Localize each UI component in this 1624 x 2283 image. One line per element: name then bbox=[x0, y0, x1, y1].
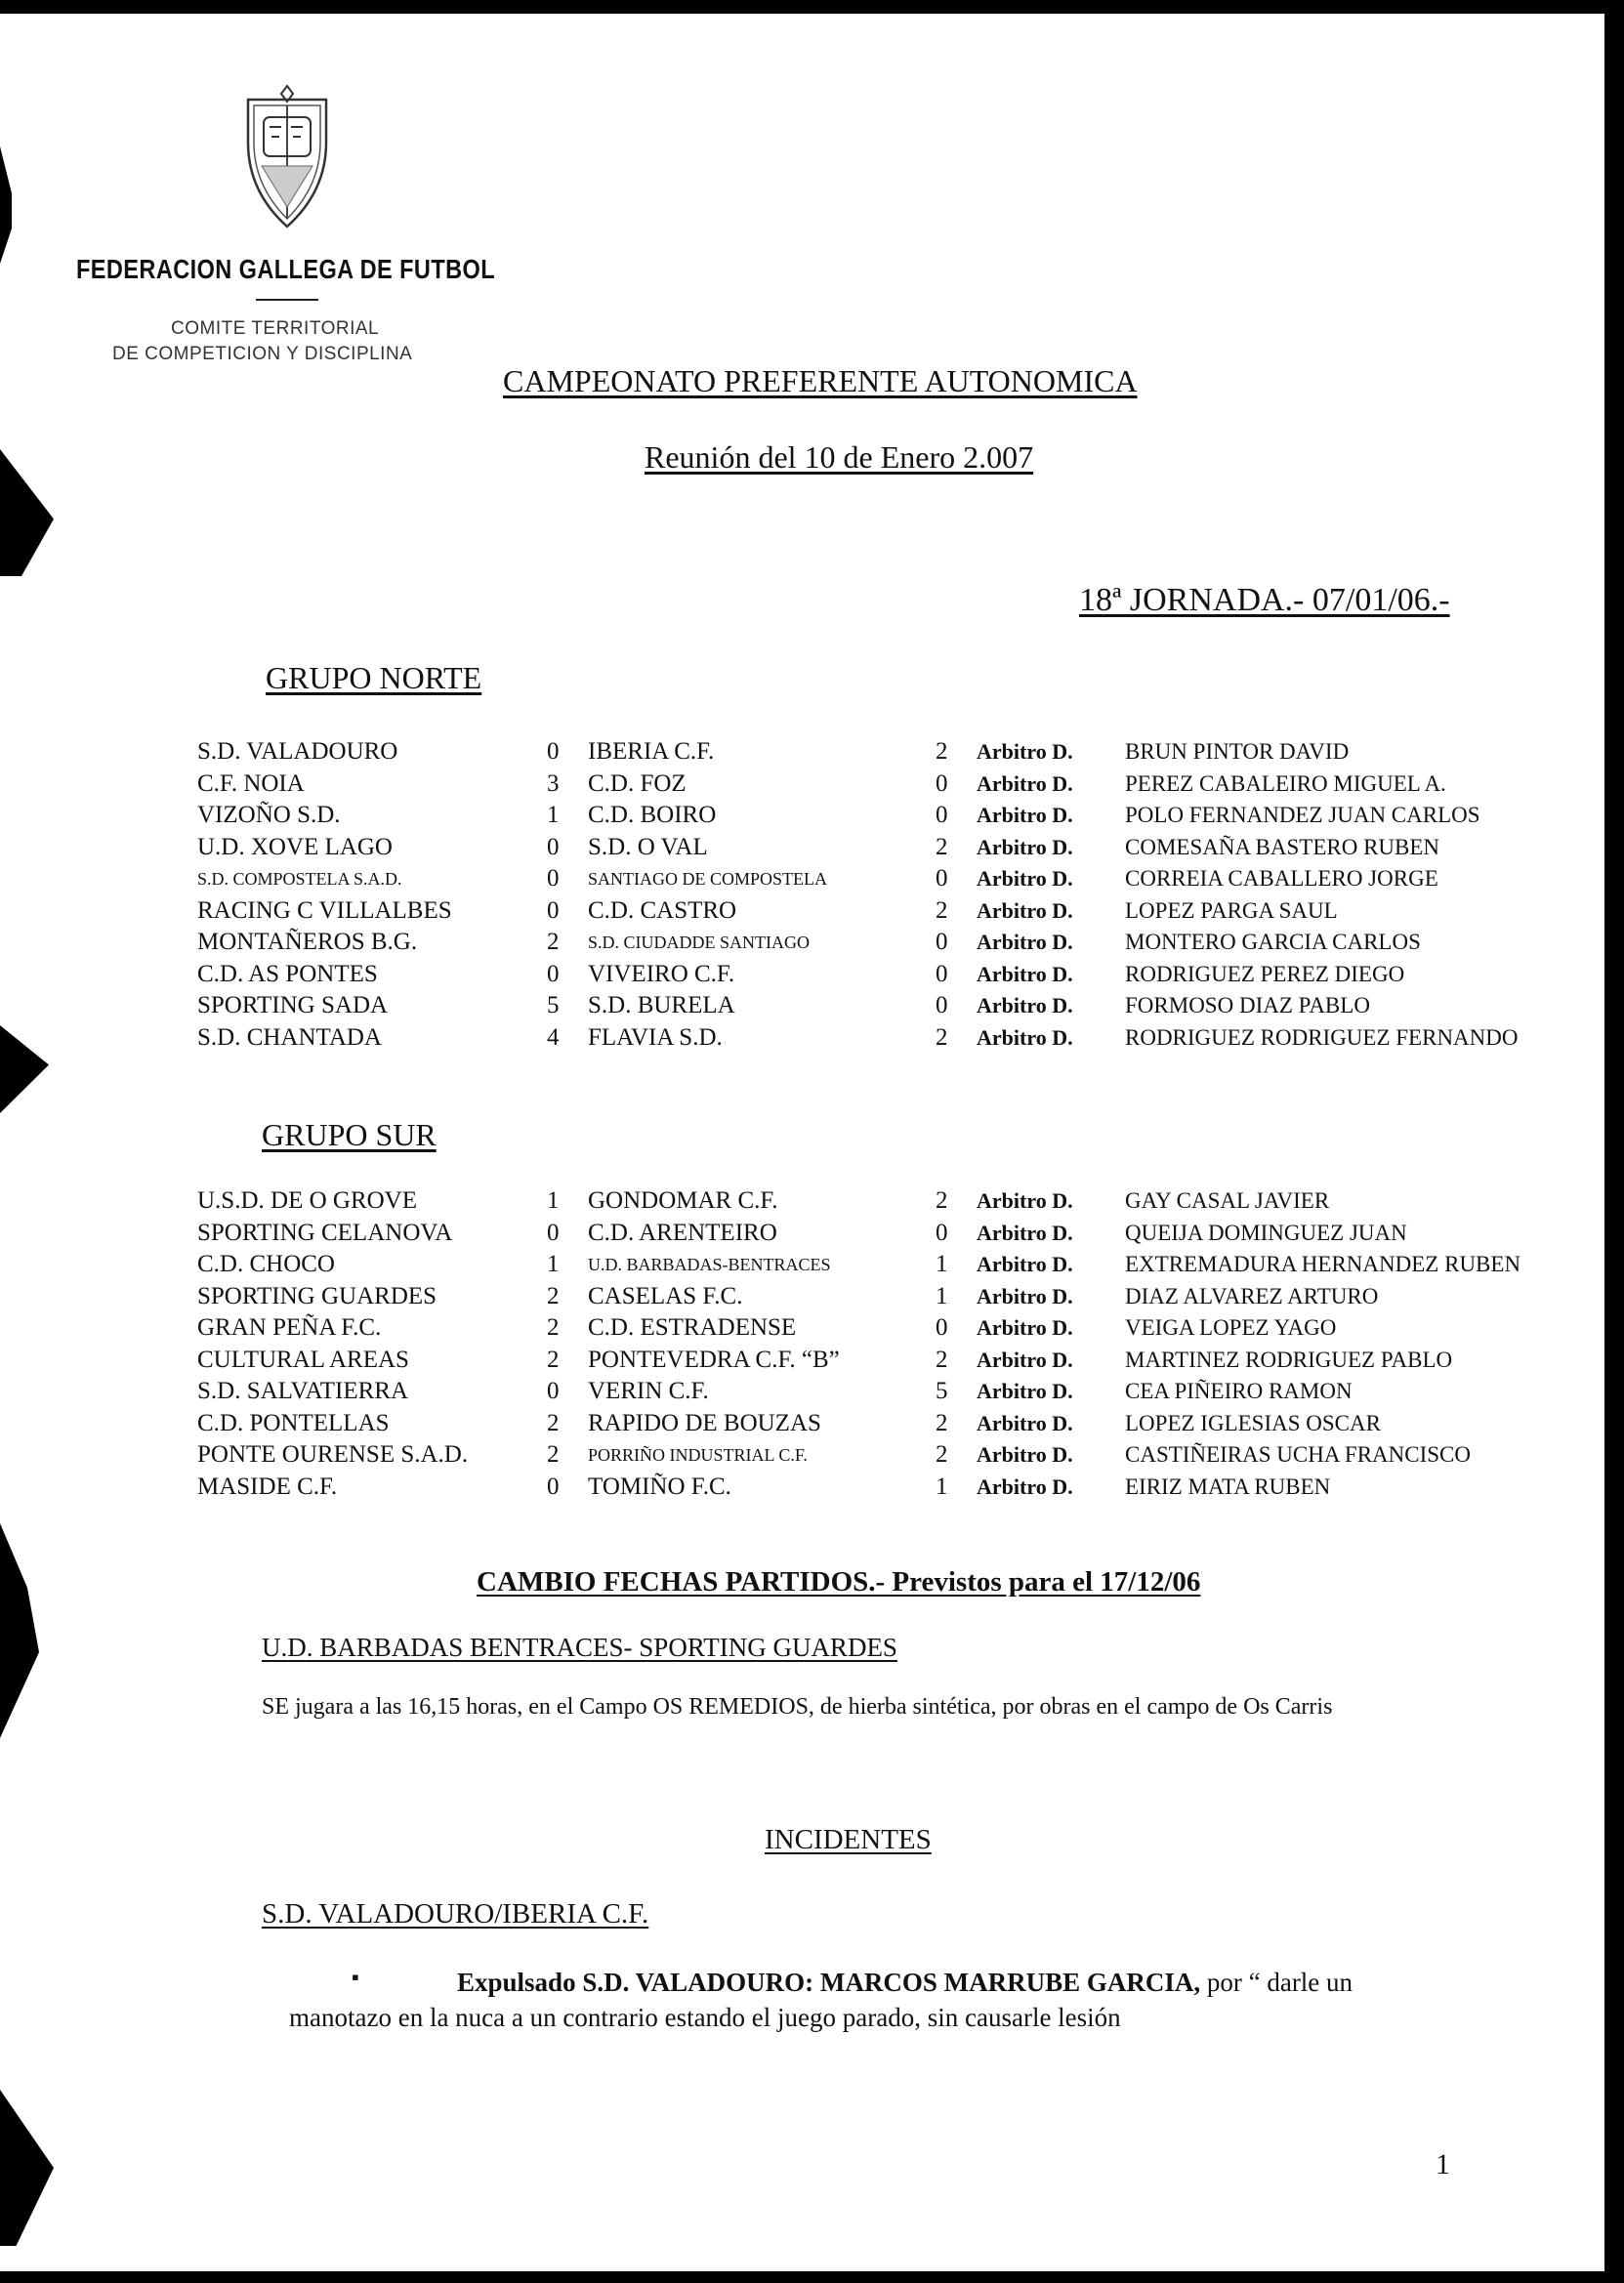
away-team: VERIN C.F. bbox=[588, 1378, 709, 1404]
home-score: 0 bbox=[547, 896, 560, 924]
away-team: S.D. O VAL bbox=[588, 833, 708, 860]
table-row bbox=[0, 959, 1624, 991]
page-number: 1 bbox=[1436, 2148, 1450, 2180]
comite-line-1: COMITE TERRITORIAL bbox=[171, 318, 380, 339]
away-score: 0 bbox=[936, 1219, 948, 1246]
cambio-match: U.D. BARBADAS BENTRACES- SPORTING GUARDES bbox=[262, 1633, 897, 1662]
home-score: 1 bbox=[547, 1251, 560, 1277]
table-row bbox=[0, 1408, 1624, 1440]
home-team: U.D. XOVE LAGO bbox=[197, 833, 393, 860]
divider bbox=[256, 299, 318, 301]
home-score: 0 bbox=[547, 960, 560, 987]
home-team: VIZOÑO S.D. bbox=[197, 802, 341, 828]
incident-text bbox=[289, 1965, 1461, 2035]
cambio-text: SE jugara a las 16,15 horas, en el Campo OS REMEDIOS, de hierba sintética, por obras en el campo de Os Carris bbox=[262, 1694, 1333, 1720]
arbitro-label: Arbitro D. bbox=[977, 1024, 1073, 1050]
away-team: C.D. ARENTEIRO bbox=[588, 1219, 777, 1246]
comite-line-2: DE COMPETICION Y DISCIPLINA bbox=[112, 344, 413, 364]
scan-edge-mark bbox=[0, 146, 12, 264]
referee-name: PEREZ CABALEIRO MIGUEL A. bbox=[1125, 770, 1446, 796]
away-team: IBERIA C.F. bbox=[588, 738, 715, 765]
away-score: 0 bbox=[936, 929, 948, 955]
away-team: C.D. CASTRO bbox=[588, 896, 737, 924]
away-team: S.D. CIUDADDE SANTIAGO bbox=[588, 933, 810, 952]
arbitro-label: Arbitro D. bbox=[977, 1474, 1073, 1499]
federation-name: FEDERACION GALLEGA DE FUTBOL bbox=[76, 254, 496, 284]
meeting-date: Reunión del 10 de Enero 2.007 bbox=[645, 439, 1034, 475]
home-team: SPORTING CELANOVA bbox=[197, 1219, 453, 1246]
home-score: 0 bbox=[547, 1378, 560, 1404]
arbitro-label: Arbitro D. bbox=[977, 1410, 1073, 1435]
away-score: 0 bbox=[936, 865, 948, 892]
away-score: 0 bbox=[936, 769, 948, 797]
referee-name: COMESAÑA BASTERO RUBEN bbox=[1125, 834, 1440, 859]
grupo-norte-heading: GRUPO NORTE bbox=[266, 660, 482, 695]
table-row bbox=[0, 800, 1624, 832]
referee-name: BRUN PINTOR DAVID bbox=[1125, 739, 1350, 764]
home-score: 2 bbox=[547, 1314, 560, 1341]
incident-bold-text: Expulsado S.D. VALADOURO: MARCOS MARRUBE GARCIA, bbox=[457, 1968, 1201, 1997]
home-score: 0 bbox=[547, 833, 560, 860]
scan-border-top bbox=[0, 0, 1624, 14]
arbitro-label: Arbitro D. bbox=[977, 961, 1073, 986]
referee-name: MARTINEZ RODRIGUEZ PABLO bbox=[1125, 1347, 1453, 1372]
table-row bbox=[0, 768, 1624, 801]
referee-name: DIAZ ALVAREZ ARTURO bbox=[1125, 1283, 1379, 1308]
home-score: 1 bbox=[547, 802, 560, 828]
away-score: 1 bbox=[936, 1473, 948, 1500]
home-team: S.D. VALADOURO bbox=[197, 738, 398, 765]
arbitro-label: Arbitro D. bbox=[977, 1442, 1073, 1467]
table-row bbox=[0, 832, 1624, 864]
table-row bbox=[0, 1022, 1624, 1055]
home-score: 0 bbox=[547, 865, 560, 892]
arbitro-label: Arbitro D. bbox=[977, 739, 1073, 764]
arbitro-label: Arbitro D. bbox=[977, 897, 1073, 923]
arbitro-label: Arbitro D. bbox=[977, 1283, 1073, 1308]
arbitro-label: Arbitro D. bbox=[977, 1188, 1073, 1213]
away-team: RAPIDO DE BOUZAS bbox=[588, 1409, 821, 1436]
away-team: CASELAS F.C. bbox=[588, 1282, 743, 1309]
away-team: U.D. BARBADAS-BENTRACES bbox=[588, 1255, 831, 1274]
table-row bbox=[0, 736, 1624, 768]
table-row bbox=[0, 1249, 1624, 1281]
fgf-shield-icon bbox=[242, 84, 332, 228]
away-score: 2 bbox=[936, 1187, 948, 1214]
away-score: 0 bbox=[936, 802, 948, 828]
incidentes-heading: INCIDENTES bbox=[765, 1824, 932, 1855]
arbitro-label: Arbitro D. bbox=[977, 866, 1073, 891]
scan-edge-mark bbox=[0, 449, 54, 576]
away-team: C.D. ESTRADENSE bbox=[588, 1314, 797, 1341]
scan-edge-mark bbox=[0, 2090, 54, 2246]
arbitro-label: Arbitro D. bbox=[977, 803, 1073, 827]
home-score: 2 bbox=[547, 1282, 560, 1309]
referee-name: VEIGA LOPEZ YAGO bbox=[1125, 1315, 1337, 1340]
home-team: U.S.D. DE O GROVE bbox=[197, 1187, 417, 1214]
home-team: S.D. SALVATIERRA bbox=[197, 1378, 409, 1404]
referee-name: RODRIGUEZ PEREZ DIEGO bbox=[1125, 961, 1405, 986]
table-row bbox=[0, 895, 1624, 928]
jornada-heading: 18ª JORNADA.- 07/01/06.- bbox=[1079, 582, 1450, 618]
home-score: 0 bbox=[547, 1219, 560, 1246]
home-team: S.D. CHANTADA bbox=[197, 1023, 382, 1051]
away-team: C.D. BOIRO bbox=[588, 802, 717, 828]
away-score: 0 bbox=[936, 960, 948, 987]
referee-name: FORMOSO DIAZ PABLO bbox=[1125, 993, 1370, 1017]
grupo-sur-results bbox=[0, 1185, 1624, 1503]
away-team: PORRIÑO INDUSTRIAL C.F. bbox=[588, 1445, 808, 1465]
table-row bbox=[0, 1376, 1624, 1408]
table-row bbox=[0, 990, 1624, 1022]
referee-name: QUEIJA DOMINGUEZ JUAN bbox=[1125, 1220, 1407, 1245]
home-score: 4 bbox=[547, 1023, 560, 1051]
away-score: 2 bbox=[936, 896, 948, 924]
arbitro-label: Arbitro D. bbox=[977, 993, 1073, 1017]
home-score: 2 bbox=[547, 929, 560, 955]
cambio-fechas-heading: CAMBIO FECHAS PARTIDOS.- Previstos para el 17/12/06 bbox=[477, 1566, 1201, 1598]
arbitro-label: Arbitro D. bbox=[977, 770, 1073, 796]
home-team: CULTURAL AREAS bbox=[197, 1346, 409, 1373]
table-row bbox=[0, 927, 1624, 959]
home-team: PONTE OURENSE S.A.D. bbox=[197, 1441, 469, 1468]
table-row bbox=[0, 1439, 1624, 1472]
away-team: TOMIÑO F.C. bbox=[588, 1473, 731, 1500]
home-team: S.D. COMPOSTELA S.A.D. bbox=[197, 869, 402, 889]
away-score: 0 bbox=[936, 992, 948, 1018]
home-score: 1 bbox=[547, 1187, 560, 1214]
referee-name: POLO FERNANDEZ JUAN CARLOS bbox=[1125, 803, 1480, 827]
scan-edge-mark bbox=[0, 1523, 39, 1738]
arbitro-label: Arbitro D. bbox=[977, 1220, 1073, 1245]
arbitro-label: Arbitro D. bbox=[977, 1347, 1073, 1372]
home-team: C.D. PONTELLAS bbox=[197, 1409, 390, 1436]
arbitro-label: Arbitro D. bbox=[977, 1315, 1073, 1340]
away-team: SANTIAGO DE COMPOSTELA bbox=[588, 869, 828, 889]
away-score: 2 bbox=[936, 1409, 948, 1436]
referee-name: EXTREMADURA HERNANDEZ RUBEN bbox=[1125, 1252, 1521, 1276]
away-team: GONDOMAR C.F. bbox=[588, 1187, 778, 1214]
table-row bbox=[0, 1218, 1624, 1250]
away-score: 2 bbox=[936, 1441, 948, 1468]
away-team: C.D. FOZ bbox=[588, 769, 687, 797]
arbitro-label: Arbitro D. bbox=[977, 834, 1073, 859]
away-score: 5 bbox=[936, 1378, 948, 1404]
home-team: C.D. CHOCO bbox=[197, 1251, 335, 1277]
away-score: 2 bbox=[936, 1023, 948, 1051]
table-row bbox=[0, 1281, 1624, 1313]
referee-name: LOPEZ IGLESIAS OSCAR bbox=[1125, 1410, 1381, 1435]
grupo-sur-heading: GRUPO SUR bbox=[262, 1117, 437, 1152]
table-row bbox=[0, 1185, 1624, 1218]
table-row bbox=[0, 1472, 1624, 1504]
away-score: 2 bbox=[936, 1346, 948, 1373]
referee-name: MONTERO GARCIA CARLOS bbox=[1125, 930, 1421, 954]
home-score: 0 bbox=[547, 1473, 560, 1500]
referee-name: EIRIZ MATA RUBEN bbox=[1125, 1474, 1331, 1499]
away-score: 0 bbox=[936, 1314, 948, 1341]
referee-name: LOPEZ PARGA SAUL bbox=[1125, 897, 1338, 923]
away-team: FLAVIA S.D. bbox=[588, 1023, 723, 1051]
incident-match: S.D. VALADOURO/IBERIA C.F. bbox=[262, 1898, 649, 1930]
home-score: 2 bbox=[547, 1441, 560, 1468]
home-team: MASIDE C.F. bbox=[197, 1473, 338, 1500]
scan-border-right bbox=[1604, 0, 1624, 2283]
home-team: SPORTING GUARDES bbox=[197, 1282, 437, 1309]
referee-name: RODRIGUEZ RODRIGUEZ FERNANDO bbox=[1125, 1024, 1519, 1050]
table-row bbox=[0, 1312, 1624, 1345]
document-title: CAMPEONATO PREFERENTE AUTONOMICA bbox=[503, 363, 1138, 398]
home-team: C.F. NOIA bbox=[197, 769, 305, 797]
home-score: 2 bbox=[547, 1409, 560, 1436]
arbitro-label: Arbitro D. bbox=[977, 930, 1073, 954]
referee-name: CASTIÑEIRAS UCHA FRANCISCO bbox=[1125, 1442, 1472, 1467]
home-score: 2 bbox=[547, 1346, 560, 1373]
referee-name: CORREIA CABALLERO JORGE bbox=[1125, 866, 1438, 891]
home-team: MONTAÑEROS B.G. bbox=[197, 929, 418, 955]
home-score: 3 bbox=[547, 769, 560, 797]
home-score: 5 bbox=[547, 992, 560, 1018]
home-team: GRAN PEÑA F.C. bbox=[197, 1314, 382, 1341]
referee-name: GAY CASAL JAVIER bbox=[1125, 1188, 1330, 1213]
bullet-icon: ▪ bbox=[352, 1965, 359, 1989]
away-team: VIVEIRO C.F. bbox=[588, 960, 735, 987]
scan-border-bottom bbox=[0, 2271, 1624, 2283]
away-score: 1 bbox=[936, 1282, 948, 1309]
away-score: 2 bbox=[936, 833, 948, 860]
grupo-norte-results bbox=[0, 736, 1624, 1054]
arbitro-label: Arbitro D. bbox=[977, 1252, 1073, 1276]
away-team: S.D. BURELA bbox=[588, 992, 735, 1018]
arbitro-label: Arbitro D. bbox=[977, 1379, 1073, 1403]
referee-name: CEA PIÑEIRO RAMON bbox=[1125, 1379, 1353, 1403]
away-score: 1 bbox=[936, 1251, 948, 1277]
away-score: 2 bbox=[936, 738, 948, 765]
away-team: PONTEVEDRA C.F. “B” bbox=[588, 1346, 840, 1373]
home-team: RACING C VILLALBES bbox=[197, 896, 452, 924]
table-row bbox=[0, 1345, 1624, 1377]
table-row bbox=[0, 863, 1624, 895]
incident-description: por “ darle un manotazo en la nuca a un contrario estando el juego parado, sin causarle lesión bbox=[289, 1968, 1353, 2032]
home-team: SPORTING SADA bbox=[197, 992, 389, 1018]
home-team: C.D. AS PONTES bbox=[197, 960, 378, 987]
home-score: 0 bbox=[547, 738, 560, 765]
